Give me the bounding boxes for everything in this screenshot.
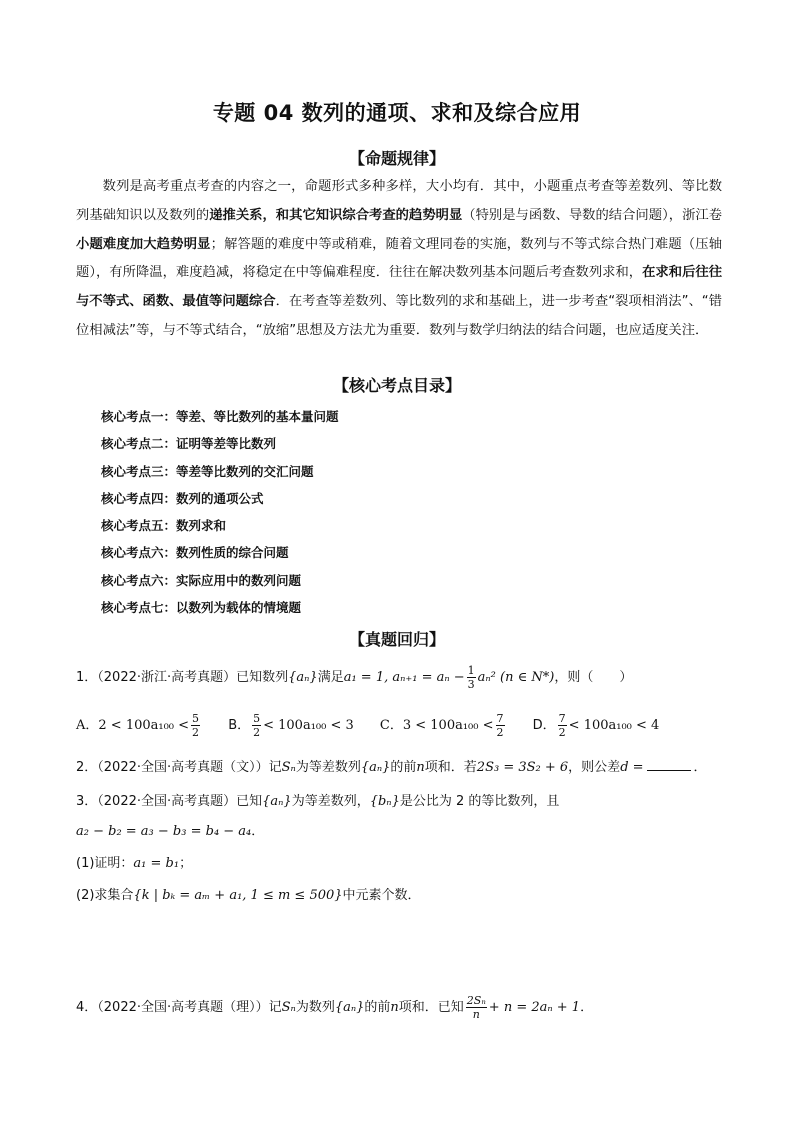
q1-option-d: D． $\frac{7}{2}$ < 100a₁₀₀ < 4 — [532, 712, 660, 739]
question-3-stem: 3．（2022·全国·高考真题）已知{aₙ}为等差数列，{bₙ}是公比为 2 的等比数列，且 — [76, 794, 560, 809]
question-1-options — [76, 712, 681, 739]
toc-item: 核心考点六：实际应用中的数列问题 — [101, 572, 302, 588]
section-heading-review: 【真题回归】 — [348, 630, 445, 649]
intro-paragraph — [76, 173, 722, 346]
intro-bold-1: 递推关系，和其它知识综合考查的趋势明显 — [209, 207, 463, 223]
section-heading-rules: 【命题规律】 — [348, 149, 445, 168]
toc-item: 核心考点三：等差等比数列的交汇问题 — [101, 463, 314, 479]
toc-item: 核心考点六：数列性质的综合问题 — [101, 545, 289, 561]
q2-answer-blank — [647, 758, 691, 771]
q1-option-b: B． $\frac{5}{2}$ < 100a₁₀₀ < 3 — [228, 712, 354, 739]
question-2-stem: 2．（2022·全国·高考真题（文））记Sₙ为等差数列{aₙ}的前n项和．若2S₃ = 3S₂ + 6，则公差d = ． — [76, 760, 707, 775]
toc-item: 核心考点四：数列的通项公式 — [101, 490, 264, 506]
page-title: 专题 04 数列的通项、求和及综合应用 — [212, 101, 582, 125]
toc-list — [101, 403, 339, 621]
intro-text-3: ；解答题的难度中等或稍难，随着文理同卷的实施，数列与不等式综合热门难题（压轴题），有所降温，难度趋减，将稳定在中等偏难程度．往往在解决数列基本问题后考查数列求和， — [76, 236, 723, 281]
intro-text-2: （特别是与函数、导数的结合问题），浙江卷 — [462, 207, 723, 223]
toc-item: 核心考点七：以数列为载体的情境题 — [101, 600, 302, 616]
q1-condition: a₁ = 1, aₙ₊₁ = aₙ − — [343, 670, 465, 685]
q1-prefix: 1．（2022·浙江·高考真题）已知数列 — [76, 670, 289, 685]
question-3-part-2: (2)求集合{k | bₖ = aₘ + a₁, 1 ≤ m ≤ 500}中元素个数． — [76, 888, 421, 903]
q4-fraction: $\frac{\text{2Sₙ}}{n}$ — [466, 994, 486, 1021]
q1-sequence: {aₙ} — [288, 670, 318, 685]
intro-text-1: 数列是高考重点考查的内容之一，命题形式多种多样，大小均有．其中，小题重点考查等差数列、等比数列基础知识以及数列的 — [76, 179, 722, 223]
section-heading-toc: 【核心考点目录】 — [332, 376, 461, 395]
question-1-stem — [76, 664, 632, 691]
question-4-stem: 4．（2022·全国·高考真题（理））记Sₙ为数列{aₙ}的前n项和．已知 $\frac{\text{2Sₙ}}{n}$ + n = 2aₙ + 1． — [76, 994, 594, 1021]
intro-text-4: ．在考查等差数列、等比数列的求和基础上，进一步考查“裂项相消法”、“错位相减法”等，与不等式结合，“放缩”思想及方法尤为重要．数列与数学归纳法的结合问题，也应适度关注． — [76, 294, 723, 338]
intro-bold-2: 小题难度加大趋势明显 — [76, 236, 211, 252]
q1-mid: 满足 — [317, 670, 344, 685]
question-3-part-1: (1)证明：a₁ = b₁； — [76, 856, 193, 871]
toc-item: 核心考点五：数列求和 — [101, 518, 227, 534]
q1-option-c: C．3 < 100a₁₀₀ < $\frac{7}{2}$ — [379, 712, 504, 739]
q1-suffix: ，则（ ） — [554, 670, 633, 685]
q1-option-a: A．2 < 100a₁₀₀ < $\frac{5}{2}$ — [76, 712, 200, 739]
q1-fraction: $\frac{1}{3}$ — [467, 664, 475, 691]
toc-item: 核心考点一：等差、等比数列的基本量问题 — [101, 409, 339, 424]
question-3-condition: a₂ − b₂ = a₃ − b₃ = b₄ − a₄． — [76, 824, 265, 839]
toc-item: 核心考点二：证明等差等比数列 — [101, 436, 277, 452]
intro-bold-3: 在求和后往往与不等式、函数、最值等问题综合 — [76, 265, 723, 310]
q1-condition-tail: aₙ² (n ∈ N*) — [477, 670, 555, 685]
